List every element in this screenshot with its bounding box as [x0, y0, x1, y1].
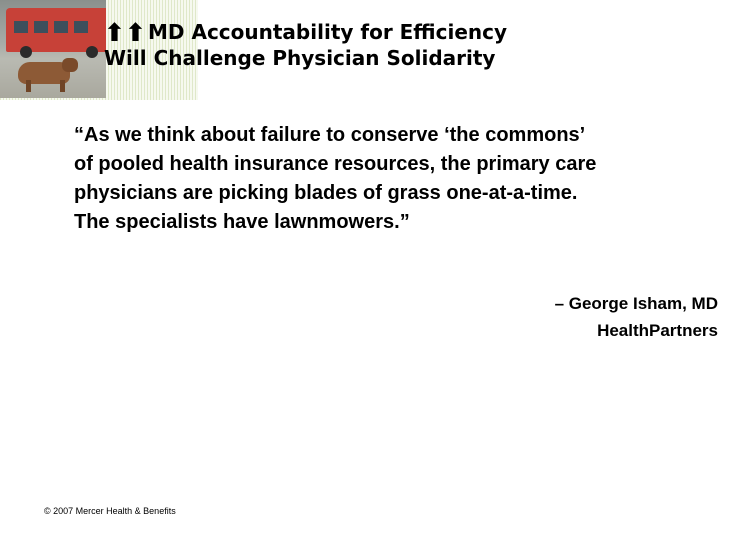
attribution-name: – George Isham, MD [554, 294, 718, 313]
quote-line: physicians are picking blades of grass one-at-a-time. [74, 182, 578, 204]
up-arrows-icon: ⬆⬆ [104, 18, 146, 47]
copyright-footer: © 2007 Mercer Health & Benefits [44, 506, 176, 516]
quote-line: The specialists have lawnmowers.” [74, 211, 410, 233]
street-photo [0, 0, 106, 98]
slide-title-line-2: Will Challenge Physician Solidarity [104, 46, 496, 70]
quote-line: “As we think about failure to conserve ‘the commons’ [74, 124, 586, 146]
slide-title-line-1: MD Accountability for Efficiency [148, 20, 508, 44]
quote-line: of pooled health insurance resources, the primary care [74, 153, 597, 175]
attribution [555, 290, 718, 344]
attribution-org: HealthPartners [597, 321, 718, 340]
quote [74, 121, 714, 237]
